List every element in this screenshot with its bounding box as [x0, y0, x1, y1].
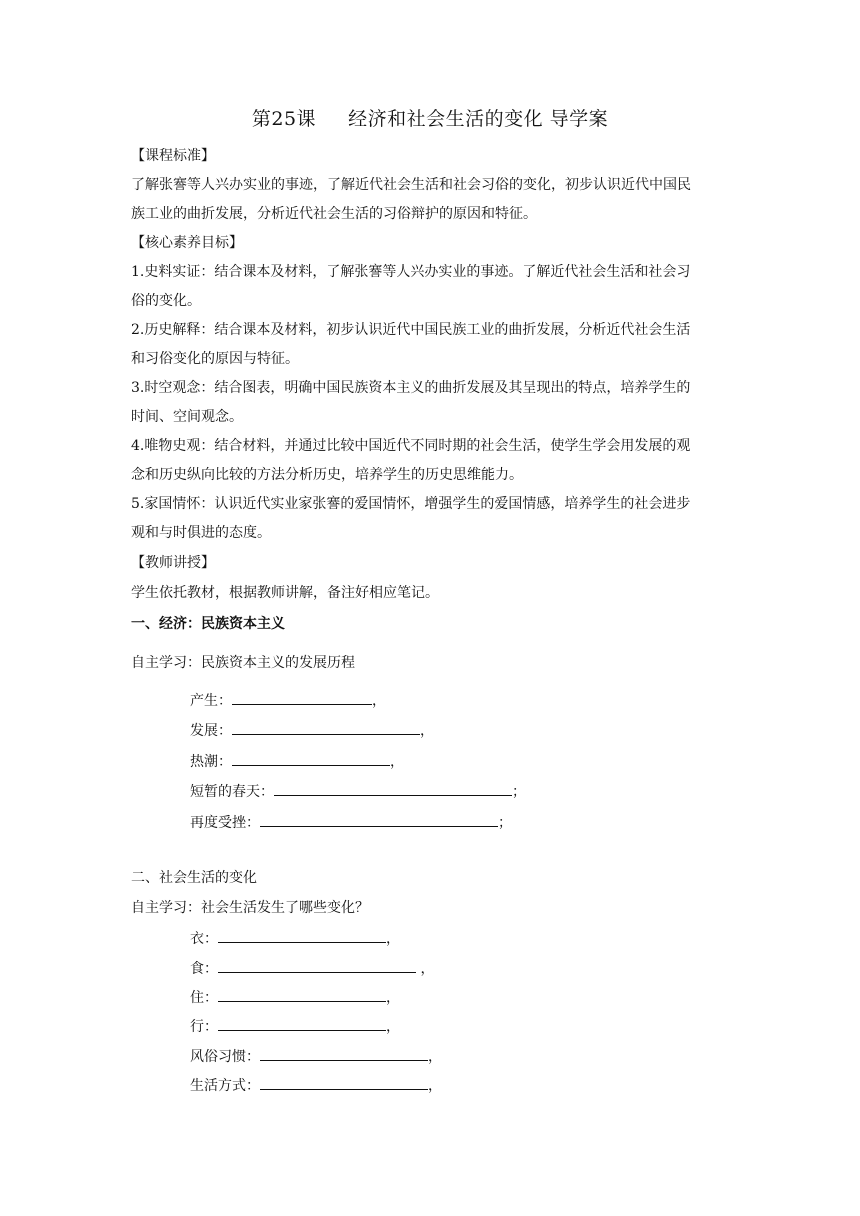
- answer-blank[interactable]: [232, 751, 390, 766]
- answer-blank[interactable]: [274, 781, 512, 796]
- fill-line-chansheng: [190, 690, 386, 711]
- answer-blank[interactable]: [232, 720, 420, 735]
- lesson-name: 经济和社会生活的变化 导学案: [348, 108, 609, 130]
- fill-line-shoucuo: [190, 812, 512, 833]
- part-1-study-prompt: 自主学习：民族资本主义的发展历程: [131, 655, 355, 671]
- standard-text-line-2: 族工业的曲折发展，分析近代社会生活的习俗辩护的原因和特征。: [131, 206, 537, 222]
- fill-end: ，: [386, 1019, 400, 1035]
- part-1-heading: 一、经济：民族资本主义: [131, 616, 285, 632]
- fill-label: 再度受挫：: [190, 815, 260, 831]
- standard-heading: 【课程标准】: [131, 148, 215, 164]
- goal-4-line-1: 4.唯物史观：结合材料，并通过比较中国近代不同时期的社会生活，使学生学会用发展的观: [131, 438, 691, 454]
- goal-1-line-2: 俗的变化。: [131, 293, 201, 309]
- answer-blank[interactable]: [218, 1016, 386, 1031]
- fill-label: 热潮：: [190, 754, 232, 770]
- answer-blank[interactable]: [218, 987, 386, 1002]
- answer-blank[interactable]: [260, 1075, 428, 1090]
- answer-blank[interactable]: [260, 812, 498, 827]
- goal-5-line-1: 5.家国情怀：认识近代实业家张謇的爱国情怀，增强学生的爱国情感，培养学生的社会进步: [131, 496, 691, 512]
- fill-end: ，: [428, 1078, 442, 1094]
- lesson-number: 第25课: [251, 108, 317, 130]
- fill-end: ；: [512, 784, 526, 800]
- goal-2-line-1: 2.历史解释：结合课本及材料，初步认识近代中国民族工业的曲折发展，分析近代社会生活: [131, 322, 691, 338]
- fill-label: 食：: [190, 961, 218, 977]
- goal-1-line-1: 1.史料实证：结合课本及材料，了解张謇等人兴办实业的事迹。了解近代社会生活和社会习: [131, 264, 691, 280]
- fill-label: 衣：: [190, 931, 218, 947]
- goal-2-line-2: 和习俗变化的原因与特征。: [131, 351, 299, 367]
- fill-label: 短暂的春天：: [190, 784, 274, 800]
- goal-3-line-1: 3.时空观念：结合图表，明确中国民族资本主义的曲折发展及其呈现出的特点，培养学生的: [131, 380, 691, 396]
- fill-label: 住：: [190, 990, 218, 1006]
- fill-line-yi: [190, 928, 400, 949]
- fill-end: ，: [386, 931, 400, 947]
- fill-label: 生活方式：: [190, 1078, 260, 1094]
- fill-label: 发展：: [190, 723, 232, 739]
- fill-end: ，: [428, 1049, 442, 1065]
- fill-label: 产生：: [190, 693, 232, 709]
- answer-blank[interactable]: [232, 690, 372, 705]
- goal-3-line-2: 时间、空间观念。: [131, 409, 243, 425]
- goals-heading: 【核心素养目标】: [131, 235, 243, 251]
- fill-label: 风俗习惯：: [190, 1049, 260, 1065]
- teach-heading: 【教师讲授】: [131, 555, 215, 571]
- fill-line-zhu: [190, 987, 400, 1008]
- part-2-study-prompt: 自主学习：社会生活发生了哪些变化？: [131, 900, 369, 916]
- teach-text: 学生依托教材，根据教师讲解，备注好相应笔记。: [131, 585, 439, 601]
- fill-end: ，: [372, 693, 386, 709]
- fill-end: ；: [498, 815, 512, 831]
- fill-end: ，: [420, 723, 434, 739]
- answer-blank[interactable]: [260, 1046, 428, 1061]
- part-2-heading: 二、社会生活的变化: [131, 870, 257, 886]
- standard-text-line-1: 了解张謇等人兴办实业的事迹，了解近代社会生活和社会习俗的变化，初步认识近代中国民: [131, 177, 691, 193]
- fill-end: ，: [416, 961, 435, 977]
- fill-end: ，: [386, 990, 400, 1006]
- fill-line-shi: [190, 958, 434, 979]
- fill-end: ，: [390, 754, 404, 770]
- goal-5-line-2: 观和与时俱进的态度。: [131, 525, 271, 541]
- goal-4-line-2: 念和历史纵向比较的方法分析历史，培养学生的历史思维能力。: [131, 467, 523, 483]
- page-title: [0, 104, 860, 131]
- answer-blank[interactable]: [218, 958, 416, 973]
- fill-line-fengsu: [190, 1046, 442, 1067]
- fill-line-rechao: [190, 751, 404, 772]
- answer-blank[interactable]: [218, 928, 386, 943]
- fill-label: 行：: [190, 1019, 218, 1035]
- fill-line-shenghuo: [190, 1075, 442, 1096]
- fill-line-xing: [190, 1016, 400, 1037]
- fill-line-chuntian: [190, 781, 526, 802]
- fill-line-fazhan: [190, 720, 434, 741]
